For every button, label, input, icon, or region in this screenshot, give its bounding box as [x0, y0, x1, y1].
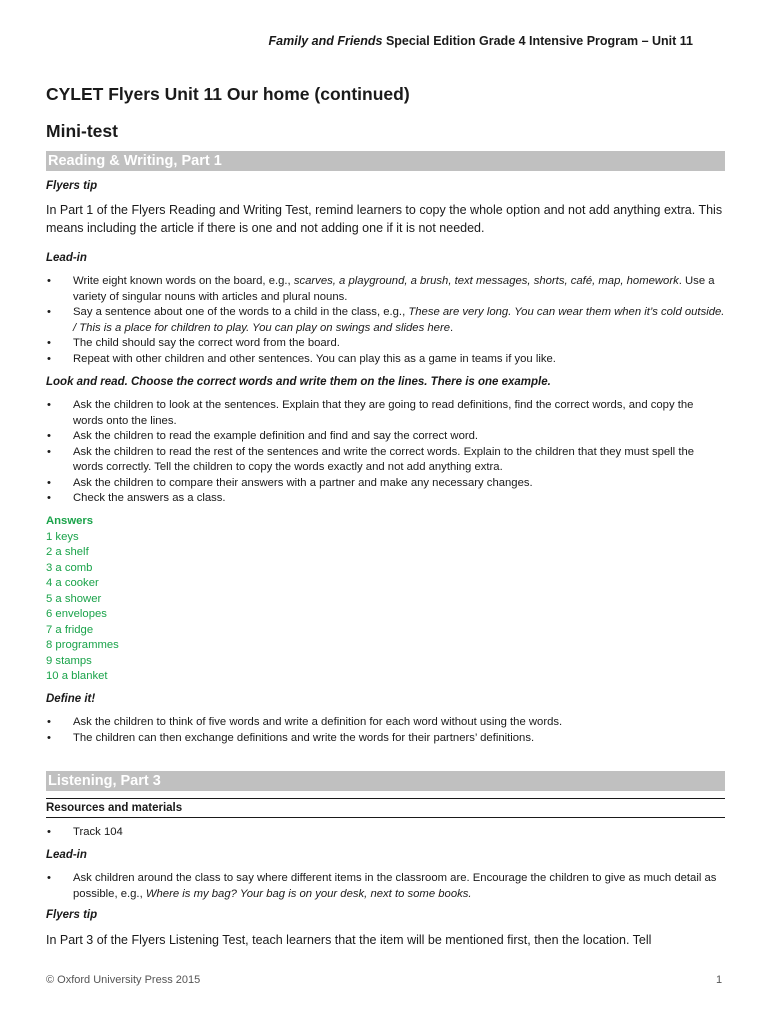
header-book-title: Family and Friends [268, 34, 383, 48]
list-item: • Ask the children to read the example definition and find and say the correct word. [46, 429, 725, 445]
running-header [46, 34, 693, 48]
define-it-heading: Define it! [46, 693, 96, 705]
flyers-tip-heading-2: Flyers tip [46, 909, 98, 921]
list-item: • Ask the children to read the rest of the sentences and write the correct words. Explain to the children that they must spell the words correctly. Tell the children to copy the words exactly and not add anything extra. [46, 445, 725, 476]
answer-item: 6 envelopes [46, 608, 107, 620]
list-item: • Ask the children to think of five words and write a definition for each word without using the words. [46, 715, 725, 731]
flyers-tip-text: In Part 1 of the Flyers Reading and Writing Test, remind learners to copy the whole option and not add anything extra. This means including the article if there is one and not adding one if it is not needed. [46, 203, 723, 235]
answer-item: 8 programmes [46, 639, 119, 651]
list-item: • The children can then exchange definitions and write the words for their partners’ definitions. [46, 731, 725, 747]
section-band-reading-writing: Reading & Writing, Part 1 [46, 151, 725, 171]
list-item: • Track 104 [46, 825, 725, 841]
answer-item: 5 a shower [46, 592, 102, 605]
answer-item: 10 a blanket [46, 670, 108, 682]
steps-list [46, 398, 725, 507]
define-it-list [46, 715, 725, 746]
lead-in-list [46, 274, 725, 367]
lead-in-heading-2: Lead-in [46, 849, 87, 861]
list-item: • Write eight known words on the board, e.g., scarves, a playground, a brush, text messages, shorts, café, map, homework. Use a variety of singular nouns with articles and plural nouns. [46, 274, 725, 305]
flyers-tip-heading: Flyers tip [46, 180, 98, 192]
answers-heading: Answers [46, 515, 94, 527]
lead-in-heading: Lead-in [46, 252, 87, 264]
copyright-footer: © Oxford University Press 2015 [46, 974, 201, 986]
header-rest: Special Edition Grade 4 Intensive Program – Unit 11 [382, 34, 693, 48]
section-band-listening: Listening, Part 3 [46, 771, 725, 791]
answer-item: 2 a shelf [46, 546, 89, 558]
page-number: 1 [716, 974, 723, 986]
answers-block [46, 514, 119, 685]
list-item: • The child should say the correct word from the board. [46, 336, 725, 352]
page-title: CYLET Flyers Unit 11 Our home (continued) [46, 84, 410, 104]
list-item: • Say a sentence about one of the words to a child in the class, e.g., These are very long. You can wear them when it’s cold outside. / This is a place for children to play. You can play on swings and slides here. [46, 305, 725, 336]
page-subtitle: Mini-test [46, 121, 118, 141]
resources-heading: Resources and materials [46, 798, 725, 818]
list-item: • Repeat with other children and other sentences. You can play this as a game in teams if you like. [46, 352, 725, 368]
list-item: • Ask the children to compare their answers with a partner and make any necessary changes. [46, 476, 725, 492]
task-instruction: Look and read. Choose the correct words and write them on the lines. There is one example. [46, 376, 551, 388]
resources-list [46, 825, 725, 841]
answer-item: 1 keys [46, 530, 79, 543]
list-item: • Ask the children to look at the sentences. Explain that they are going to read definitions, find the correct words, and copy the words onto the lines. [46, 398, 725, 429]
answer-item: 3 a comb [46, 561, 93, 574]
flyers-tip-text-2: In Part 3 of the Flyers Listening Test, teach learners that the item will be mentioned first, then the location. Tell [46, 933, 652, 947]
answer-item: 9 stamps [46, 654, 92, 667]
lead-in-list-2 [46, 871, 725, 902]
answer-item: 4 a cooker [46, 577, 99, 589]
list-item: • Ask children around the class to say where different items in the classroom are. Encourage the children to give as much detail as possible, e.g., Where is my bag? Your bag is on your desk, next to some books. [46, 871, 725, 902]
answer-item: 7 a fridge [46, 623, 94, 636]
list-item: • Check the answers as a class. [46, 491, 725, 507]
